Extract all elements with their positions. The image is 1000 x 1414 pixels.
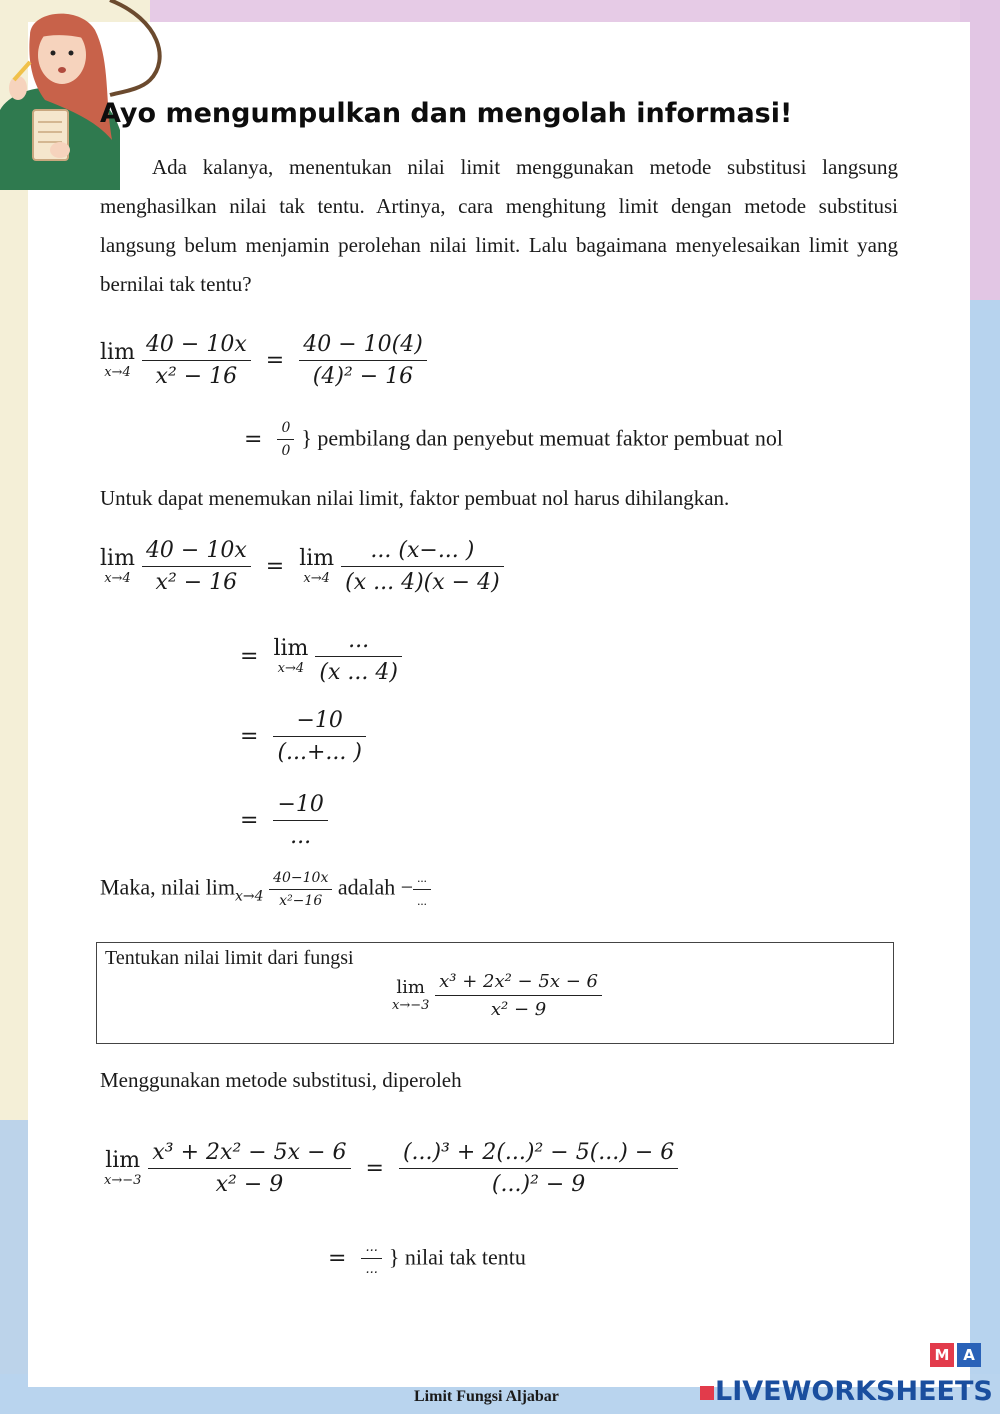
task-box [96,942,894,1044]
example1-note: } pembilang dan penyebut memuat faktor pembuat nol [301,425,783,451]
instruction-text: Untuk dapat menemukan nilai limit, faktor pembuat nol harus dihilangkan. [100,486,730,510]
step3-equation: = $\frac{-10}{(...+... )}$ [240,708,366,765]
example2-substituted: $\frac{\text{(...)³ + 2(...)² − 5(...) − 6}}{\text{(...)² − 9}}$ [399,1140,678,1197]
conclusion-prefix: Maka, nilai lim [100,874,236,900]
lim-operator: lim x→−3 [392,977,430,1013]
background-blue-left [0,1120,30,1414]
step4-equation: = $\frac{-10}{...}$ [240,792,328,849]
step1-equation: lim x→4 $\frac{40 - 10x}{\text{x² − 16}}$ = lim x→4 $\frac{... (x-... )}{(x ... 4)(x - 4)}$ [100,538,504,595]
task-fraction: $\frac{\text{x³ + 2x² − 5x − 6}}{\text{x² − 9}}$ [435,971,602,1020]
example1-fraction: $\frac{40 - 10x}{\text{x² − 16}}$ [142,332,251,389]
step2-equation: = lim x→4 $\frac{...}{(x ... 4)}$ [240,628,402,685]
conclusion-sub: x→4 [235,888,264,905]
logo-text: LIVEWORKSHEETS [715,1376,993,1407]
liveworksheets-logo[interactable] [700,1376,993,1407]
section-heading: Ayo mengumpulkan dan mengolah informasi! [100,98,793,129]
task-title: Tentukan nilai limit dari fungsi [105,947,354,969]
conclusion-line [100,870,431,909]
original-fraction: $\frac{40 - 10x}{\text{x² − 16}}$ [142,538,251,595]
logo-gem-icon [700,1386,714,1400]
example1-equation: lim x→4 $\frac{40 - 10x}{\text{x² − 16}}$ = $\frac{40 - 10(4)}{\text{(4)² − 16}}$ [100,332,427,389]
lim-operator: lim x→4 [273,636,309,676]
badge-letter-a: A [957,1343,981,1367]
page-footer: Limit Fungsi Aljabar [414,1388,559,1405]
example1-result: = $\frac{0}{0}$ } pembilang dan penyebut memuat faktor pembuat nol [244,420,783,459]
conclusion-fraction: $\frac{40-10x}{\text{x²−16}}$ [269,870,332,909]
lim-operator: lim x→4 [100,340,135,380]
example2-equation: lim x→−3 $\frac{\text{x³ + 2x² − 5x − 6}}{\text{x² − 9}}$ = $\frac{\text{(...)³ + 2(...)² − 5(...) − 6}}{\text{(...)² − 9}}$ [104,1140,678,1197]
example2-fraction: $\frac{\text{x³ + 2x² − 5x − 6}}{\text{x² − 9}}$ [148,1140,350,1197]
conclusion-answer-blank: $\frac{...}{...}$ [413,870,431,909]
intro-paragraph [100,148,898,304]
step1-fraction: $\frac{... (x-... )}{(x ... 4)(x - 4)}$ [341,538,504,595]
step4-fraction: $\frac{-10}{...}$ [273,792,327,849]
step3-fraction: $\frac{-10}{(...+... )}$ [273,708,366,765]
task-equation [392,971,602,1020]
example2-result: = $\frac{...}{...}$ } nilai tak tentu [328,1240,526,1277]
brand-badge [930,1343,984,1367]
lim-operator: lim x→−3 [104,1148,142,1188]
step2-fraction: $\frac{...}{(x ... 4)}$ [315,628,402,685]
badge-letter-m: M [930,1343,954,1367]
example2-note: } nilai tak tentu [388,1244,526,1270]
conclusion-middle: adalah − [337,874,414,900]
lim-operator: lim x→4 [100,546,135,586]
intro-text: Ada kalanya, menentukan nilai limit menggunakan metode substitusi langsung menghasilkan nilai tak tentu. Artinya, cara menghitung limit dengan metode substitusi langsung belum menjamin perolehan nilai limit. Lalu bagaimana menyelesaikan limit yang bernilai tak tentu? [100,155,898,296]
zero-over-zero: $\frac{0}{0}$ [277,420,294,459]
indeterminate-blank: $\frac{...}{...}$ [361,1240,381,1277]
example1-substituted: $\frac{40 - 10(4)}{\text{(4)² − 16}}$ [299,332,427,389]
method-text: Menggunakan metode substitusi, diperoleh [100,1068,462,1092]
lim-operator: lim x→4 [299,546,335,586]
